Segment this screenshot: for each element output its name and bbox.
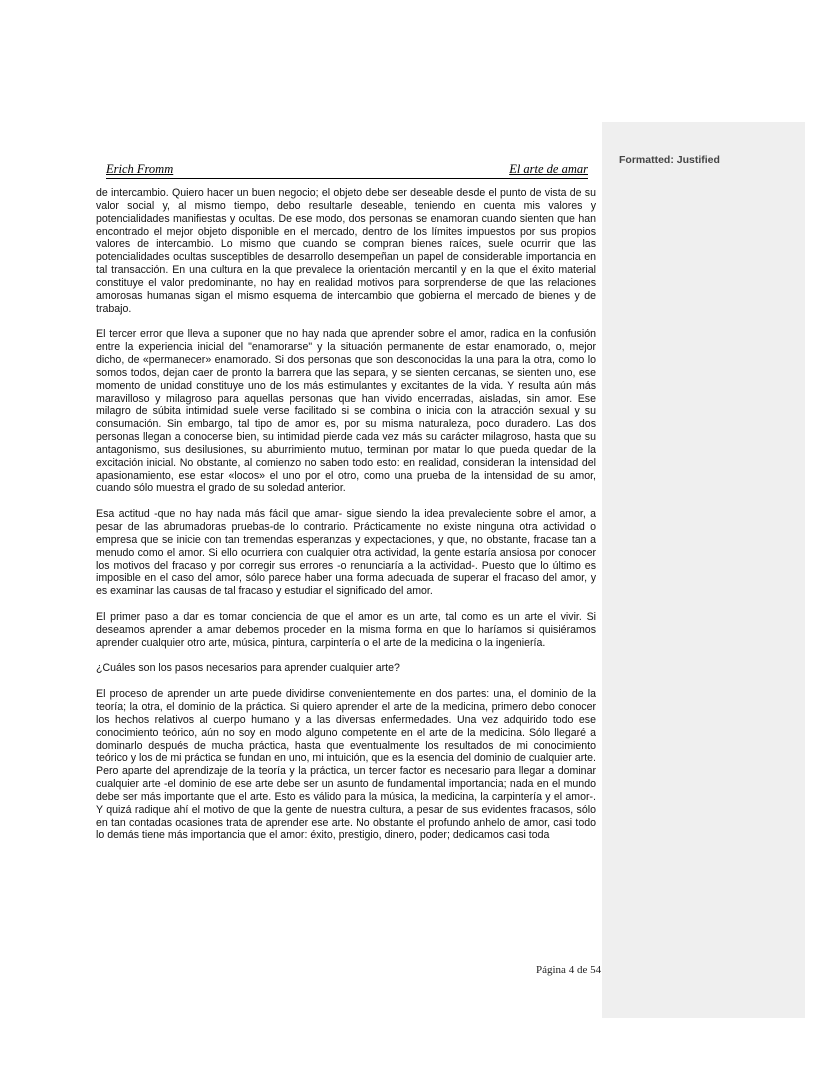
paragraph: El tercer error que lleva a suponer que no hay nada que aprender sobre el amor, radica en la confusión entre la experiencia inicial del "enamorarse" y la situación permanente de estar enamorado, o, mejor dicho, de «permanecer» enamorado. Si dos personas que son desconocidas la una para la otra, como lo somos todos, dejan caer de pronto la barrera que las separa, y se sienten cercanas, se sienten uno, ese momento de unidad constituye uno de los más estimulantes y excitantes de la vida. Y resulta aún más maravilloso y milagroso para aquellas personas que han vivido encerradas, aisladas, sin amor. Ese milagro de súbita intimidad suele verse facilitado si se combina o inicia con la atracción sexual y su consumación. Sin embargo, tal tipo de amor es, por su misma naturaleza, poco duradero. Las dos personas llegan a conocerse bien, su intimidad pierde cada vez más su carácter milagroso, hasta que su antagonismo, sus desilusiones, su aburrimiento mutuo, terminan por matar lo que pueda quedar de la excitación inicial. No obstante, al comienzo no saben todo esto: en realidad, consideran la intensidad del apasionamiento, ese estar «locos» el uno por el otro, como una prueba de la intensidad de su amor, cuando sólo muestra el grado de su soledad anterior.	[96, 328, 596, 495]
header-book-title: El arte de amar	[509, 162, 588, 176]
paragraph: El primer paso a dar es tomar conciencia de que el amor es un arte, tal como es un arte el vivir. Si deseamos aprender a amar debemos proceder en la misma forma en que lo haríamos si quisiéramos aprender cualquier otro arte, música, pintura, carpintería o el arte de la medicina o la ingeniería.	[96, 610, 596, 649]
page-body	[96, 187, 596, 855]
header-author: Erich Fromm	[106, 162, 174, 176]
page-number: Página 4 de 54	[536, 964, 602, 976]
paragraph: de intercambio. Quiero hacer un buen negocio; el objeto debe ser deseable desde el punto de vista de su valor social y, al mismo tiempo, debo resultarle deseable, teniendo en cuenta mis valores y potencialidades manifiestas y ocultas. De ese modo, dos personas se enamoran cuando sienten que han encontrado el mejor objeto disponible en el mercado, dentro de los límites impuestos por sus propios valores de intercambio. Lo mismo que cuando se compran bienes raíces, suele ocurrir que las potencialidades ocultas susceptibles de desarrollo desempeñan un papel de considerable importancia en tal transacción. En una cultura en la que prevalece la orientación mercantil y en la que el éxito material constituye el valor predominante, no hay en realidad motivos para sorprenderse de que las relaciones amorosas humanas sigan el mismo esquema de intercambio que gobierna el mercado de bienes y de trabajo.	[96, 187, 596, 315]
running-header	[106, 160, 588, 179]
paragraph: Esa actitud -que no hay nada más fácil que amar- sigue siendo la idea prevaleciente sobre el amor, a pesar de las abrumadoras pruebas-de lo contrario. Prácticamente no existe ninguna otra actividad o empresa que se inicie con tan tremendas esperanzas y expectaciones, y que, no obstante, fracase tan a menudo como el amor. Si ello ocurriera con cualquier otra actividad, la gente estaría ansiosa por conocer los motivos del fracaso y por corregir sus errores -o renunciaría a la actividad-. Puesto que lo último es imposible en el caso del amor, sólo parece haber una forma adecuada de superar el fracaso del amor, y es examinar las causas de tal fracaso y estudiar el significado del amor.	[96, 508, 596, 598]
paragraph: El proceso de aprender un arte puede dividirse convenientemente en dos partes: una, el dominio de la teoría; la otra, el dominio de la práctica. Si quiero aprender el arte de la medicina, primero debo conocer los hechos relativos al cuerpo humano y a las diversas enfermedades. Una vez adquirido todo ese conocimiento teórico, aún no soy en modo alguno competente en el arte de la medicina. Sólo llegaré a dominarlo después de mucha práctica, hasta que eventualmente los resultados de mi conocimiento teórico y los de mi práctica se fundan en uno, mi intuición, que es la esencia del dominio de cualquier arte. Pero aparte del aprendizaje de la teoría y la práctica, un tercer factor es necesario para llegar a dominar cualquier arte -el dominio de ese arte debe ser un asunto de fundamental importancia; nada en el mundo debe ser más importante que el arte. Esto es válido para la música, la medicina, la carpintería y el amor-. Y quizá radique ahí el motivo de que la gente de nuestra cultura, a pesar de sus evidentes fracasos, sólo en tan contadas ocasiones trata de aprender ese arte. No obstante el profundo anhelo de amor, casi todo lo demás tiene más importancia que el amor: éxito, prestigio, dinero, poder; dedicamos casi toda	[96, 688, 596, 842]
comment-label: Formatted: Justified	[619, 154, 720, 166]
comment-pane	[602, 122, 805, 1018]
paragraph: ¿Cuáles son los pasos necesarios para aprender cualquier arte?	[96, 662, 400, 675]
